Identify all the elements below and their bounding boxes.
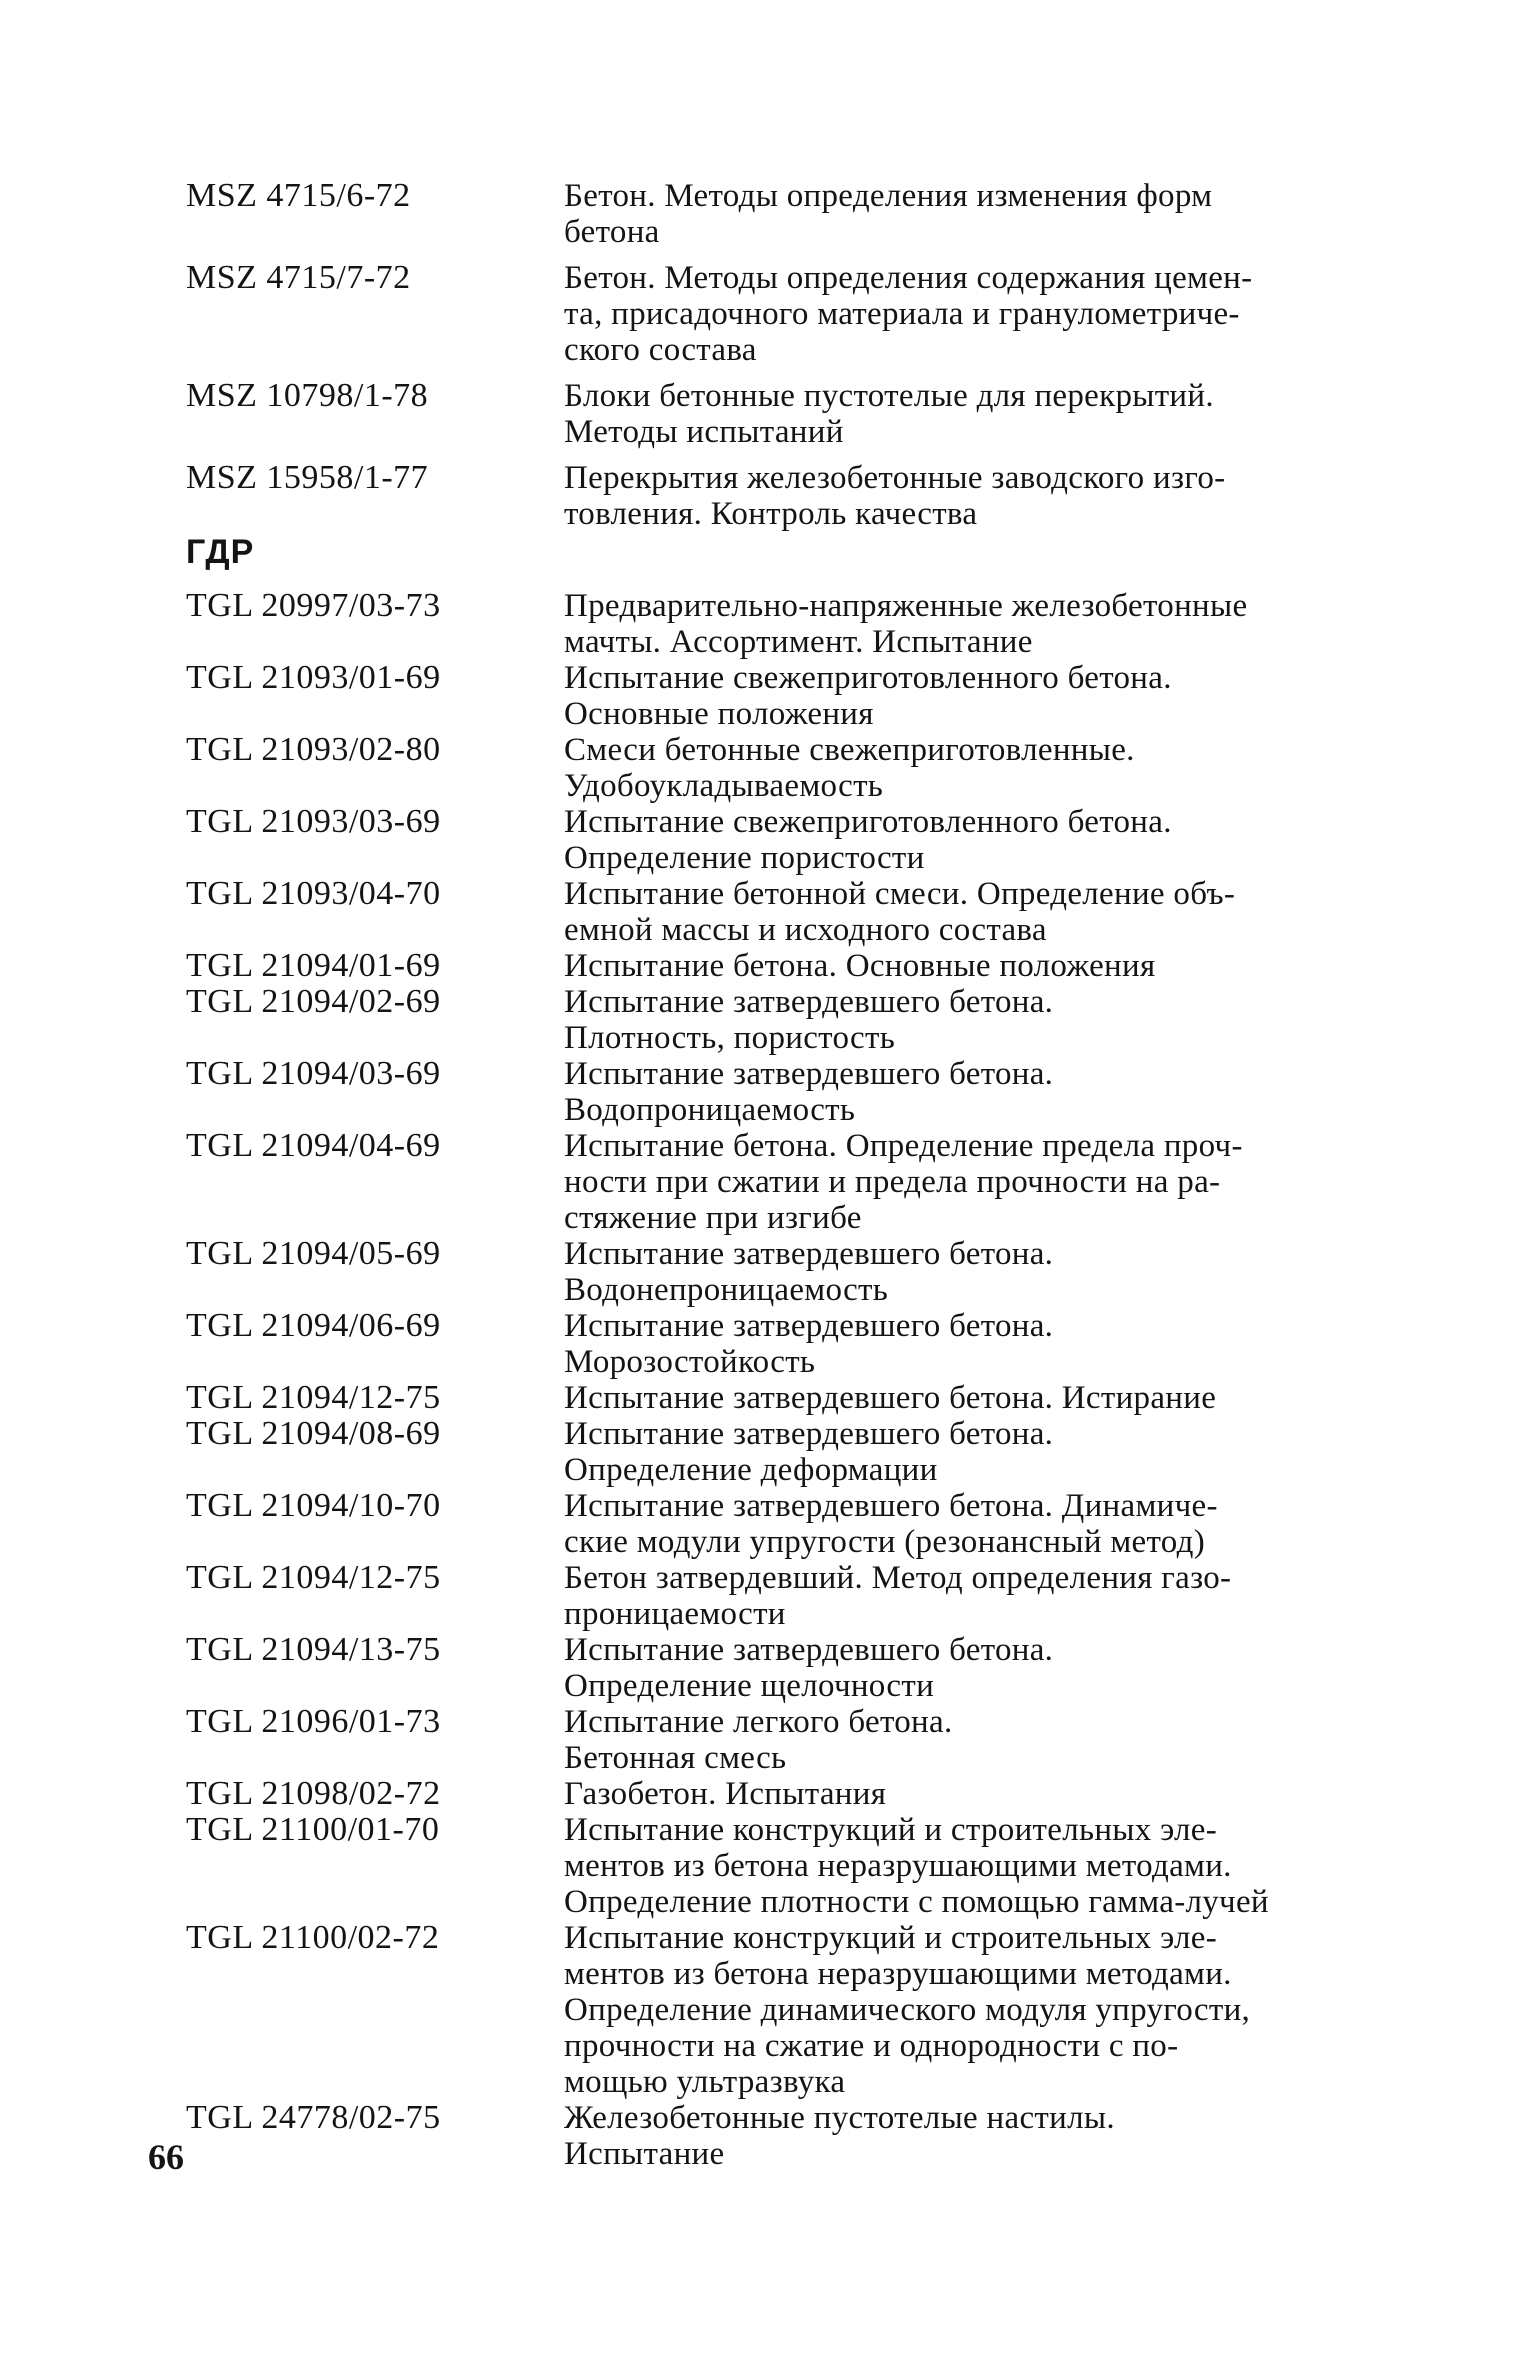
standard-entry xyxy=(186,1056,1381,1128)
standard-code: MSZ 4715/7-72 xyxy=(186,259,411,296)
title-line: Методы испытаний xyxy=(564,414,844,450)
standard-entry xyxy=(186,1488,1381,1560)
standard-entry xyxy=(186,1812,1381,1920)
title-line: Испытание затвердевшего бетона. xyxy=(564,1236,1054,1272)
standard-title xyxy=(564,1416,1381,1488)
standard-title xyxy=(564,804,1381,876)
title-line: Удобоукладываемость xyxy=(564,768,884,804)
standard-code: TGL 21094/06-69 xyxy=(186,1307,441,1344)
page-number: 66 xyxy=(148,2137,184,2177)
title-line: Смеси бетонные свежеприготовленные. xyxy=(564,732,1135,768)
standard-entry xyxy=(186,1704,1381,1776)
standard-entry xyxy=(186,260,1381,368)
standard-code: TGL 21096/01-73 xyxy=(186,1703,441,1740)
standard-title xyxy=(564,948,1381,984)
title-line: Испытание xyxy=(564,2136,725,2172)
standard-title xyxy=(564,1308,1381,1380)
standard-title xyxy=(564,260,1381,368)
title-line: проницаемости xyxy=(564,1596,786,1632)
title-line: та, присадочного материала и гранулометриче- xyxy=(564,296,1240,332)
standard-entry xyxy=(186,2100,1381,2172)
standard-title xyxy=(564,1920,1381,2100)
standard-code: TGL 21100/01-70 xyxy=(186,1811,440,1848)
standard-code: TGL 21094/12-75 xyxy=(186,1379,441,1416)
standard-code: MSZ 4715/6-72 xyxy=(186,177,411,214)
title-line: Испытание затвердевшего бетона. Истирание xyxy=(564,1380,1217,1416)
standard-code: TGL 21094/01-69 xyxy=(186,947,441,984)
title-line: Испытание затвердевшего бетона. xyxy=(564,1632,1054,1668)
standard-code: TGL 21094/10-70 xyxy=(186,1487,441,1524)
title-line: Испытание конструкций и строительных эле- xyxy=(564,1920,1217,1956)
title-line: Основные положения xyxy=(564,696,874,732)
title-line: Бетон затвердевший. Метод определения газо- xyxy=(564,1560,1232,1596)
title-line: Испытание затвердевшего бетона. xyxy=(564,984,1054,1020)
title-line: Определение деформации xyxy=(564,1452,938,1488)
standard-title xyxy=(564,1380,1381,1416)
title-line: Определение пористости xyxy=(564,840,925,876)
title-line: Газобетон. Испытания xyxy=(564,1776,887,1812)
title-line: Испытание бетона. Определение предела проч- xyxy=(564,1128,1243,1164)
standard-entry xyxy=(186,588,1381,660)
title-line: бетона xyxy=(564,214,660,250)
title-line: Бетон. Методы определения содержания цемен- xyxy=(564,260,1253,296)
title-line: ментов из бетона неразрушающими методами. xyxy=(564,1848,1232,1884)
title-line: мощью ультразвука xyxy=(564,2064,846,2100)
standard-entry xyxy=(186,1632,1381,1704)
standard-code: MSZ 15958/1-77 xyxy=(186,459,429,496)
title-line: Испытание легкого бетона. xyxy=(564,1704,953,1740)
standard-title xyxy=(564,876,1381,948)
title-line: Морозостойкость xyxy=(564,1344,816,1380)
title-line: ности при сжатии и предела прочности на ра- xyxy=(564,1164,1221,1200)
title-line: Испытание затвердевшего бетона. xyxy=(564,1308,1054,1344)
title-line: Испытание бетона. Основные положения xyxy=(564,948,1156,984)
standard-entry xyxy=(186,876,1381,948)
standard-entry xyxy=(186,804,1381,876)
standard-title xyxy=(564,178,1381,250)
title-line: Определение динамического модуля упругости, xyxy=(564,1992,1251,2028)
title-line: ментов из бетона неразрушающими методами. xyxy=(564,1956,1232,1992)
standard-title xyxy=(564,1776,1381,1812)
title-line: Перекрытия железобетонные заводского изго- xyxy=(564,460,1226,496)
standard-code: TGL 21093/04-70 xyxy=(186,875,441,912)
standard-title xyxy=(564,1632,1381,1704)
standard-title xyxy=(564,1704,1381,1776)
standard-code: TGL 21093/03-69 xyxy=(186,803,441,840)
title-line: Бетон. Методы определения изменения форм xyxy=(564,178,1213,214)
standard-code: TGL 21094/08-69 xyxy=(186,1415,441,1452)
standard-code: TGL 21094/05-69 xyxy=(186,1235,441,1272)
standard-code: TGL 21098/02-72 xyxy=(186,1775,441,1812)
standard-entry xyxy=(186,1308,1381,1380)
standard-entry xyxy=(186,1776,1381,1812)
title-line: товления. Контроль качества xyxy=(564,496,978,532)
standard-entry xyxy=(186,378,1381,450)
standard-title xyxy=(564,984,1381,1056)
standard-code: TGL 20997/03-73 xyxy=(186,587,441,624)
title-line: стяжение при изгибе xyxy=(564,1200,862,1236)
standard-code: TGL 21094/03-69 xyxy=(186,1055,441,1092)
standard-title xyxy=(564,1488,1381,1560)
standard-code: TGL 24778/02-75 xyxy=(186,2099,441,2136)
standard-entry xyxy=(186,1380,1381,1416)
title-line: прочности на сжатие и однородности с по- xyxy=(564,2028,1179,2064)
standard-code: TGL 21094/13-75 xyxy=(186,1631,441,1668)
standard-entry xyxy=(186,1128,1381,1236)
standard-code: TGL 21094/04-69 xyxy=(186,1127,441,1164)
standard-code: TGL 21094/02-69 xyxy=(186,983,441,1020)
standard-entry xyxy=(186,178,1381,250)
title-line: мачты. Ассортимент. Испытание xyxy=(564,624,1033,660)
standard-code: TGL 21100/02-72 xyxy=(186,1919,440,1956)
standard-code: TGL 21093/02-80 xyxy=(186,731,441,768)
title-line: Блоки бетонные пустотелые для перекрытий. xyxy=(564,378,1214,414)
standard-code: TGL 21093/01-69 xyxy=(186,659,441,696)
standard-title xyxy=(564,660,1381,732)
standard-entry xyxy=(186,1560,1381,1632)
title-line: ского состава xyxy=(564,332,757,368)
standard-entry xyxy=(186,948,1381,984)
title-line: Испытание свежеприготовленного бетона. xyxy=(564,660,1172,696)
standard-code: TGL 21094/12-75 xyxy=(186,1559,441,1596)
title-line: Определение плотности с помощью гамма-лучей xyxy=(564,1884,1269,1920)
standard-entry xyxy=(186,1416,1381,1488)
title-line: Железобетонные пустотелые настилы. xyxy=(564,2100,1115,2136)
title-line: ские модули упругости (резонансный метод) xyxy=(564,1524,1206,1560)
standard-title xyxy=(564,1236,1381,1308)
standard-title xyxy=(564,1056,1381,1128)
standard-entry xyxy=(186,732,1381,804)
standard-title xyxy=(564,732,1381,804)
standard-title xyxy=(564,460,1381,532)
section-heading-row xyxy=(186,532,1381,572)
title-line: Испытание затвердевшего бетона. xyxy=(564,1416,1054,1452)
title-line: Испытание бетонной смеси. Определение объ- xyxy=(564,876,1236,912)
standard-code: MSZ 10798/1-78 xyxy=(186,377,429,414)
title-line: Определение щелочности xyxy=(564,1668,935,1704)
standard-title xyxy=(564,588,1381,660)
standard-entry xyxy=(186,660,1381,732)
title-line: Предварительно-напряженные железобетонные xyxy=(564,588,1248,624)
standard-title xyxy=(564,1128,1381,1236)
standard-entry xyxy=(186,984,1381,1056)
title-line: Бетонная смесь xyxy=(564,1740,787,1776)
title-line: Испытание затвердевшего бетона. xyxy=(564,1056,1054,1092)
section-heading: ГДР xyxy=(186,533,255,571)
standards-list xyxy=(186,178,1381,2172)
title-line: Испытание конструкций и строительных эле- xyxy=(564,1812,1217,1848)
title-line: Плотность, пористость xyxy=(564,1020,896,1056)
standard-title xyxy=(564,378,1381,450)
title-line: Испытание затвердевшего бетона. Динамиче- xyxy=(564,1488,1218,1524)
title-line: Водопроницаемость xyxy=(564,1092,856,1128)
standard-entry xyxy=(186,1236,1381,1308)
standard-title xyxy=(564,1812,1381,1920)
standard-title xyxy=(564,2100,1381,2172)
title-line: емной массы и исходного состава xyxy=(564,912,1047,948)
standard-entry xyxy=(186,460,1381,532)
title-line: Испытание свежеприготовленного бетона. xyxy=(564,804,1172,840)
standard-title xyxy=(564,1560,1381,1632)
standard-entry xyxy=(186,1920,1381,2100)
title-line: Водонепроницаемость xyxy=(564,1272,889,1308)
